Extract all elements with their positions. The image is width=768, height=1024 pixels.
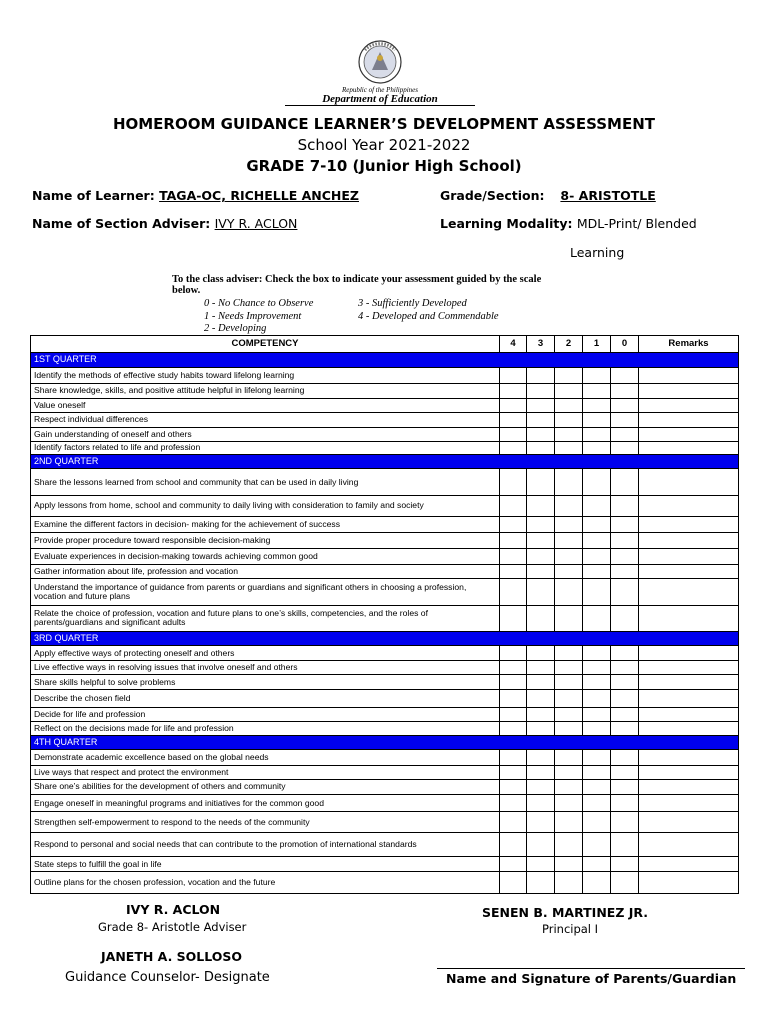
remarks-cell[interactable] [639,548,739,564]
principal-signature-role: Principal I [542,922,599,936]
remarks-cell[interactable] [639,765,739,779]
rating-checkbox-3[interactable] [527,383,555,398]
competency-text: Decide for life and profession [31,707,500,721]
learner-name-label: Name of Learner: [32,188,160,203]
learner-name-value: TAGA-OC, RICHELLE ANCHEZ [159,188,359,203]
rating-checkbox-0[interactable] [611,605,639,631]
rating-checkbox-3[interactable] [527,872,555,894]
assessment-table [30,335,739,894]
seal-line-2: Department of Education [322,93,438,105]
rating-checkbox-4[interactable] [500,857,527,872]
competency-text: Apply effective ways of protecting oneself and others [31,646,500,660]
grade-level: GRADE 7-10 (Junior High School) [246,157,522,175]
rating-checkbox-1[interactable] [583,660,611,674]
rating-checkbox-2[interactable] [555,441,583,454]
rating-checkbox-1[interactable] [583,441,611,454]
rating-checkbox-3[interactable] [527,413,555,427]
header-cell-rating-0: 0 [611,336,639,353]
rating-checkbox-3[interactable] [527,367,555,383]
rating-checkbox-2[interactable] [555,605,583,631]
scale-3: 3 - Sufficiently Developed [358,298,467,309]
rating-checkbox-2[interactable] [555,469,583,495]
rating-checkbox-4[interactable] [500,721,527,735]
rating-checkbox-4[interactable] [500,690,527,707]
rating-checkbox-4[interactable] [500,812,527,832]
rating-checkbox-3[interactable] [527,795,555,812]
rating-checkbox-4[interactable] [500,579,527,605]
rating-checkbox-1[interactable] [583,399,611,413]
rating-checkbox-4[interactable] [500,413,527,427]
grade-section-row [440,188,656,203]
competency-row [31,469,739,495]
rating-checkbox-2[interactable] [555,548,583,564]
rating-checkbox-2[interactable] [555,495,583,516]
rating-checkbox-0[interactable] [611,660,639,674]
rating-checkbox-3[interactable] [527,548,555,564]
competency-row [31,383,739,398]
rating-checkbox-4[interactable] [500,872,527,894]
rating-checkbox-0[interactable] [611,765,639,779]
rating-checkbox-4[interactable] [500,469,527,495]
rating-checkbox-0[interactable] [611,579,639,605]
rating-checkbox-0[interactable] [611,674,639,689]
remarks-cell[interactable] [639,517,739,533]
rating-checkbox-3[interactable] [527,399,555,413]
competency-text: Gather information about life, profession and vocation [31,565,500,579]
rating-checkbox-3[interactable] [527,579,555,605]
competency-row [31,750,739,765]
rating-checkbox-2[interactable] [555,399,583,413]
rating-checkbox-2[interactable] [555,795,583,812]
rating-checkbox-3[interactable] [527,812,555,832]
rating-checkbox-4[interactable] [500,750,527,765]
competency-text: Evaluate experiences in decision-making towards achieving common good [31,548,500,564]
quarter-label: 2ND QUARTER [31,455,739,469]
rating-checkbox-4[interactable] [500,674,527,689]
rating-checkbox-3[interactable] [527,690,555,707]
rating-checkbox-1[interactable] [583,548,611,564]
rating-checkbox-3[interactable] [527,779,555,794]
remarks-cell[interactable] [639,646,739,660]
rating-checkbox-1[interactable] [583,413,611,427]
competency-row [31,721,739,735]
quarter-header-row [31,455,739,469]
competency-text: Share the lessons learned from school and community that can be used in daily living [31,469,500,495]
modality-value-cont: Learning [570,245,625,260]
rating-checkbox-0[interactable] [611,441,639,454]
quarter-header-row [31,632,739,646]
rating-checkbox-1[interactable] [583,565,611,579]
quarter-label: 1ST QUARTER [31,353,739,367]
rating-checkbox-1[interactable] [583,765,611,779]
competency-text: Reflect on the decisions made for life and profession [31,721,500,735]
rating-checkbox-0[interactable] [611,565,639,579]
remarks-cell[interactable] [639,441,739,454]
remarks-cell[interactable] [639,399,739,413]
rating-checkbox-1[interactable] [583,812,611,832]
rating-checkbox-4[interactable] [500,565,527,579]
competency-text: Strengthen self-empowerment to respond to the needs of the community [31,812,500,832]
rating-checkbox-0[interactable] [611,750,639,765]
competency-text: Share one’s abilities for the development of others and community [31,779,500,794]
school-year: School Year 2021-2022 [297,136,471,154]
rating-checkbox-4[interactable] [500,533,527,548]
competency-row [31,367,739,383]
header-cell-rating-1: 1 [583,336,611,353]
remarks-cell[interactable] [639,795,739,812]
seal-line-1: Republic of the Philippines [341,86,418,94]
rating-checkbox-1[interactable] [583,690,611,707]
remarks-cell[interactable] [639,367,739,383]
competency-row [31,857,739,872]
competency-row [31,779,739,794]
rating-checkbox-2[interactable] [555,857,583,872]
competency-text: Respond to personal and social needs that can contribute to the promotion of international standards [31,832,500,856]
competency-text: Identify factors related to life and profession [31,441,500,454]
remarks-cell[interactable] [639,779,739,794]
quarter-header-row [31,353,739,367]
rating-checkbox-0[interactable] [611,517,639,533]
remarks-cell[interactable] [639,660,739,674]
remarks-cell[interactable] [639,674,739,689]
competency-row [31,674,739,689]
rating-checkbox-2[interactable] [555,579,583,605]
instructions [172,274,541,296]
rating-checkbox-2[interactable] [555,383,583,398]
rating-checkbox-1[interactable] [583,779,611,794]
scale-1: 1 - Needs Improvement [204,311,302,322]
competency-text: Share skills helpful to solve problems [31,674,500,689]
rating-checkbox-4[interactable] [500,605,527,631]
remarks-cell[interactable] [639,469,739,495]
modality-row [440,216,697,231]
rating-checkbox-2[interactable] [555,517,583,533]
remarks-cell[interactable] [639,427,739,441]
rating-checkbox-1[interactable] [583,469,611,495]
competency-row [31,812,739,832]
grade-section-label: Grade/Section: [440,188,545,203]
remarks-cell[interactable] [639,579,739,605]
rating-checkbox-3[interactable] [527,533,555,548]
table-header-row [31,336,739,353]
competency-row [31,565,739,579]
rating-checkbox-1[interactable] [583,674,611,689]
rating-checkbox-4[interactable] [500,517,527,533]
adviser-label: Name of Section Adviser: [32,216,215,231]
rating-checkbox-0[interactable] [611,548,639,564]
competency-text: Relate the choice of profession, vocation and future plans to one’s skills, competencies, and the roles of parents/guardians and significant adults [31,605,500,631]
header-cell-competency: COMPETENCY [31,336,500,353]
rating-checkbox-4[interactable] [500,441,527,454]
competency-text: Outline plans for the chosen profession, vocation and the future [31,872,500,894]
rating-checkbox-3[interactable] [527,857,555,872]
rating-checkbox-2[interactable] [555,765,583,779]
competency-row [31,441,739,454]
instructions-line-1: To the class adviser: Check the box to indicate your assessment guided by the scale [172,274,542,285]
learner-name-row [32,188,359,203]
remarks-cell[interactable] [639,857,739,872]
competency-row [31,646,739,660]
counselor-signature-role: Guidance Counselor- Designate [65,970,270,985]
instructions-line-2: below. [172,285,201,296]
remarks-cell[interactable] [639,832,739,856]
rating-checkbox-4[interactable] [500,832,527,856]
rating-checkbox-0[interactable] [611,533,639,548]
remarks-cell[interactable] [639,565,739,579]
competency-row [31,605,739,631]
competency-row [31,832,739,856]
rating-checkbox-2[interactable] [555,721,583,735]
quarter-label: 4TH QUARTER [31,736,739,750]
quarter-label: 3RD QUARTER [31,632,739,646]
competency-text: Apply lessons from home, school and community to daily living with consideration to family and society [31,495,500,516]
competency-row [31,533,739,548]
competency-row [31,517,739,533]
competency-text: Gain understanding of oneself and others [31,427,500,441]
rating-checkbox-1[interactable] [583,750,611,765]
competency-text: Engage oneself in meaningful programs and initiatives for the common good [31,795,500,812]
rating-checkbox-4[interactable] [500,779,527,794]
header-cell-remarks: Remarks [639,336,739,353]
modality-label: Learning Modality: [440,216,577,231]
counselor-signature-name: JANETH A. SOLLOSO [101,949,243,964]
rating-checkbox-0[interactable] [611,383,639,398]
rating-checkbox-4[interactable] [500,383,527,398]
competency-text: Demonstrate academic excellence based on the global needs [31,750,500,765]
parent-signature-label: Name and Signature of Parents/Guardian [446,971,737,986]
rating-checkbox-4[interactable] [500,399,527,413]
competency-text: Describe the chosen field [31,690,500,707]
remarks-cell[interactable] [639,707,739,721]
rating-checkbox-2[interactable] [555,646,583,660]
rating-checkbox-2[interactable] [555,565,583,579]
rating-checkbox-2[interactable] [555,533,583,548]
rating-checkbox-3[interactable] [527,674,555,689]
rating-checkbox-0[interactable] [611,469,639,495]
rating-checkbox-3[interactable] [527,469,555,495]
competency-row [31,795,739,812]
competency-row [31,548,739,564]
rating-checkbox-3[interactable] [527,660,555,674]
modality-value: MDL-Print/ Blended [576,216,697,231]
adviser-row [32,216,297,231]
rating-checkbox-4[interactable] [500,427,527,441]
rating-checkbox-1[interactable] [583,495,611,516]
adviser-signature-role: Grade 8- Aristotle Adviser [98,920,247,934]
rating-checkbox-0[interactable] [611,872,639,894]
rating-checkbox-0[interactable] [611,857,639,872]
competency-row [31,579,739,605]
header-cell-rating-2: 2 [555,336,583,353]
competency-row [31,427,739,441]
rating-checkbox-1[interactable] [583,795,611,812]
rating-checkbox-0[interactable] [611,399,639,413]
header-cell-rating-3: 3 [527,336,555,353]
rating-checkbox-3[interactable] [527,646,555,660]
competency-text: Live effective ways in resolving issues that involve oneself and others [31,660,500,674]
rating-checkbox-4[interactable] [500,548,527,564]
competency-text: Live ways that respect and protect the environment [31,765,500,779]
rating-checkbox-1[interactable] [583,367,611,383]
rating-checkbox-2[interactable] [555,660,583,674]
rating-checkbox-3[interactable] [527,707,555,721]
rating-checkbox-4[interactable] [500,795,527,812]
rating-checkbox-3[interactable] [527,427,555,441]
competency-row [31,495,739,516]
remarks-cell[interactable] [639,750,739,765]
rating-checkbox-0[interactable] [611,646,639,660]
rating-checkbox-2[interactable] [555,750,583,765]
rating-checkbox-1[interactable] [583,517,611,533]
competency-text: Identify the methods of effective study habits toward lifelong learning [31,367,500,383]
rating-checkbox-3[interactable] [527,832,555,856]
remarks-cell[interactable] [639,721,739,735]
rating-checkbox-0[interactable] [611,795,639,812]
rating-checkbox-2[interactable] [555,707,583,721]
rating-checkbox-4[interactable] [500,646,527,660]
rating-checkbox-1[interactable] [583,872,611,894]
rating-checkbox-1[interactable] [583,707,611,721]
remarks-cell[interactable] [639,812,739,832]
rating-checkbox-0[interactable] [611,413,639,427]
rating-checkbox-1[interactable] [583,533,611,548]
rating-checkbox-3[interactable] [527,721,555,735]
rating-checkbox-2[interactable] [555,367,583,383]
competency-text: Provide proper procedure toward responsible decision-making [31,533,500,548]
rating-checkbox-4[interactable] [500,765,527,779]
rating-checkbox-3[interactable] [527,565,555,579]
seal-divider [285,105,475,106]
rating-checkbox-2[interactable] [555,872,583,894]
rating-checkbox-2[interactable] [555,832,583,856]
rating-checkbox-0[interactable] [611,367,639,383]
competency-text: State steps to fulfill the goal in life [31,857,500,872]
competency-row [31,765,739,779]
competency-text: Share knowledge, skills, and positive attitude helpful in lifelong learning [31,383,500,398]
competency-row [31,413,739,427]
rating-checkbox-0[interactable] [611,427,639,441]
remarks-cell[interactable] [639,495,739,516]
adviser-signature-name: IVY R. ACLON [126,902,221,917]
rating-checkbox-3[interactable] [527,605,555,631]
competency-row [31,872,739,894]
competency-text: Value oneself [31,399,500,413]
scale-0: 0 - No Chance to Observe [204,298,314,309]
principal-signature-name: SENEN B. MARTINEZ JR. [482,905,649,920]
rating-checkbox-0[interactable] [611,495,639,516]
rating-checkbox-1[interactable] [583,605,611,631]
remarks-cell[interactable] [639,533,739,548]
rating-checkbox-2[interactable] [555,674,583,689]
competency-row [31,399,739,413]
competency-row [31,660,739,674]
rating-checkbox-1[interactable] [583,646,611,660]
remarks-cell[interactable] [639,872,739,894]
rating-checkbox-2[interactable] [555,427,583,441]
rating-checkbox-0[interactable] [611,812,639,832]
remarks-cell[interactable] [639,690,739,707]
document-title: HOMEROOM GUIDANCE LEARNER’S DEVELOPMENT ASSESSMENT [112,115,656,133]
rating-checkbox-0[interactable] [611,721,639,735]
header-cell-rating-4: 4 [500,336,527,353]
rating-checkbox-2[interactable] [555,812,583,832]
quarter-header-row [31,736,739,750]
rating-checkbox-0[interactable] [611,779,639,794]
rating-checkbox-0[interactable] [611,690,639,707]
parent-signature-line [437,968,745,969]
rating-checkbox-1[interactable] [583,427,611,441]
competency-text: Examine the different factors in decision- making for the achievement of success [31,517,500,533]
rating-checkbox-1[interactable] [583,383,611,398]
grade-section-value: 8- ARISTOTLE [560,188,656,203]
rating-checkbox-4[interactable] [500,660,527,674]
scale-4: 4 - Developed and Commendable [358,311,499,322]
rating-checkbox-3[interactable] [527,517,555,533]
rating-checkbox-0[interactable] [611,707,639,721]
rating-checkbox-3[interactable] [527,750,555,765]
rating-checkbox-4[interactable] [500,707,527,721]
adviser-value: IVY R. ACLON [214,216,298,231]
competency-row [31,707,739,721]
rating-checkbox-3[interactable] [527,441,555,454]
rating-checkbox-1[interactable] [583,721,611,735]
remarks-cell[interactable] [639,605,739,631]
rating-checkbox-3[interactable] [527,765,555,779]
scale-2: 2 - Developing [204,323,267,334]
rating-checkbox-0[interactable] [611,832,639,856]
competency-row [31,690,739,707]
rating-checkbox-1[interactable] [583,832,611,856]
rating-checkbox-2[interactable] [555,779,583,794]
rating-checkbox-1[interactable] [583,857,611,872]
rating-checkbox-2[interactable] [555,690,583,707]
rating-checkbox-4[interactable] [500,367,527,383]
remarks-cell[interactable] [639,413,739,427]
rating-checkbox-2[interactable] [555,413,583,427]
remarks-cell[interactable] [639,383,739,398]
rating-checkbox-3[interactable] [527,495,555,516]
competency-text: Understand the importance of guidance from parents or guardians and significant others in choosing a profession, vocation and future plans [31,579,500,605]
competency-text: Respect individual differences [31,413,500,427]
rating-checkbox-4[interactable] [500,495,527,516]
rating-checkbox-1[interactable] [583,579,611,605]
